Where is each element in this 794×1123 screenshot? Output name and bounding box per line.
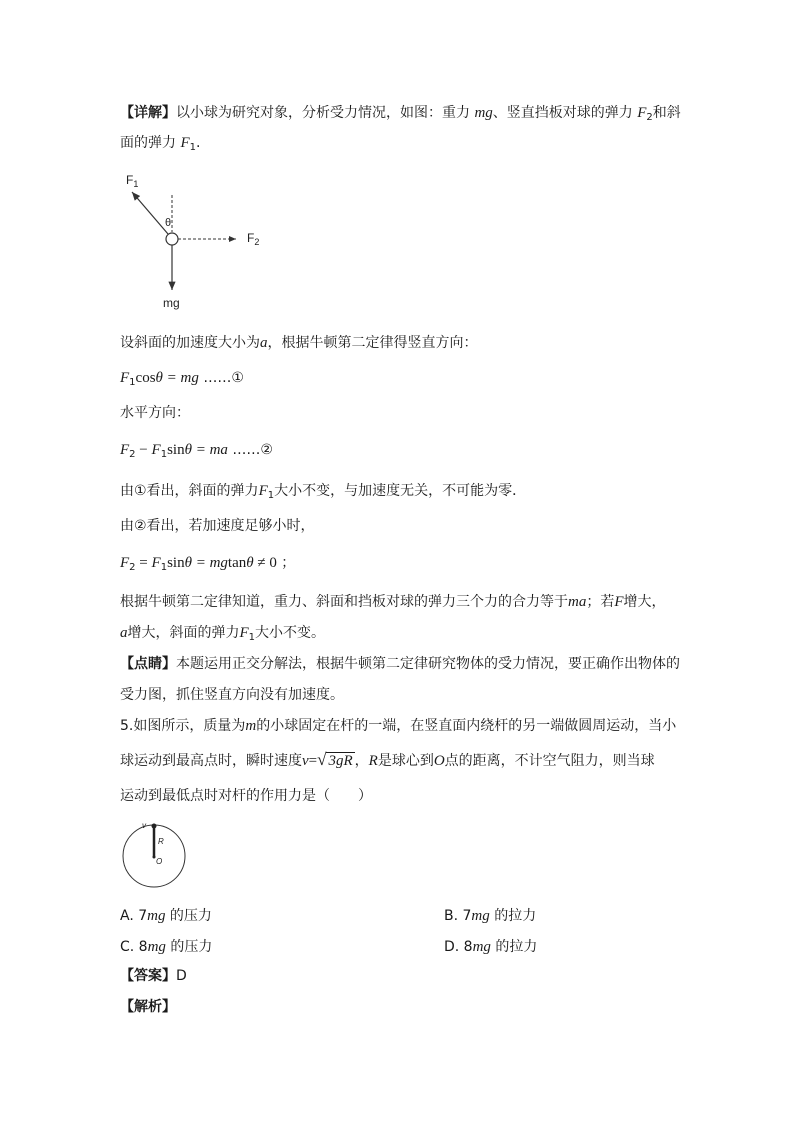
option-a[interactable]: A. 7mg 的压力 xyxy=(120,908,212,924)
question-5-line-1: 5.如图所示，质量为m的小球固定在杆的一端，在竖直面内绕杆的另一端做圆周运动，当小 xyxy=(120,718,677,734)
ball xyxy=(166,233,178,245)
question-5-line-2: 球运动到最高点时，瞬时速度v=√ 3gR ，R是球心到O点的距离，不计空气阻力，则当球 xyxy=(120,750,655,769)
circle-diagram xyxy=(118,820,193,890)
question-5-line-3: 运动到最低点时对杆的作用力是（ ） xyxy=(120,788,372,804)
answer-line xyxy=(120,966,187,986)
para-resultant: 根据牛顿第二定律知道，重力、斜面和挡板对球的弹力三个力的合力等于ma；若F增大， xyxy=(120,594,666,610)
equation-2: $F_2 - F_1\sin\theta$ = ma ……② xyxy=(120,442,273,460)
equation-1: $F_1\cos\theta$ = mg ……① xyxy=(120,370,244,388)
detail-line-2: 面的弹力 $F_1$. xyxy=(120,135,201,153)
equation-3: $F_2 = F_1\sin\theta = mgtan\theta \ne 0$ ； xyxy=(120,555,296,573)
option-b[interactable]: B. 7mg 的拉力 xyxy=(444,908,537,924)
option-c[interactable]: C. 8mg 的压力 xyxy=(120,939,213,955)
comment-line-1: 【点睛】本题运用正交分解法，根据牛顿第二定律研究物体的受力情况，要正确作出物体的 xyxy=(120,656,680,672)
f2-label: $F_2$ xyxy=(247,231,260,247)
r-label: R xyxy=(158,837,164,846)
detail-tag: 【详解】 xyxy=(120,105,176,121)
analysis-tag: 【解析】 xyxy=(120,999,176,1015)
para-resultant-2: a增大，斜面的弹力$F_1$大小不变。 xyxy=(120,625,326,643)
force-diagram xyxy=(118,168,278,313)
o-label: O xyxy=(156,857,163,866)
mg-label: mg xyxy=(163,296,180,310)
v-label: v xyxy=(142,821,146,830)
comment-line-2: 受力图，抓住竖直方向没有加速度。 xyxy=(120,687,344,703)
answer-value: D xyxy=(176,968,187,984)
option-d[interactable]: D. 8mg 的拉力 xyxy=(444,939,538,955)
para-horizontal: 水平方向： xyxy=(120,405,190,421)
f1-label: $F_1$ xyxy=(126,173,139,189)
small-ball xyxy=(152,824,157,829)
para-from-2: 由②看出，若加速度足够小时， xyxy=(120,518,315,534)
theta-label: θ xyxy=(165,217,172,229)
detail-line-1: 【详解】以小球为研究对象，分析受力情况，如图：重力 mg、竖直挡板对球的弹力 $F_2$和斜 xyxy=(120,105,681,123)
f1-arrow xyxy=(132,192,168,234)
para-from-1: 由①看出，斜面的弹力$F_1$大小不变，与加速度无关，不可能为零． xyxy=(120,483,527,501)
comment-tag: 【点睛】 xyxy=(120,656,176,672)
para-accel: 设斜面的加速度大小为a，根据牛顿第二定律得竖直方向： xyxy=(120,335,478,351)
answer-tag: 【答案】 xyxy=(120,968,176,984)
